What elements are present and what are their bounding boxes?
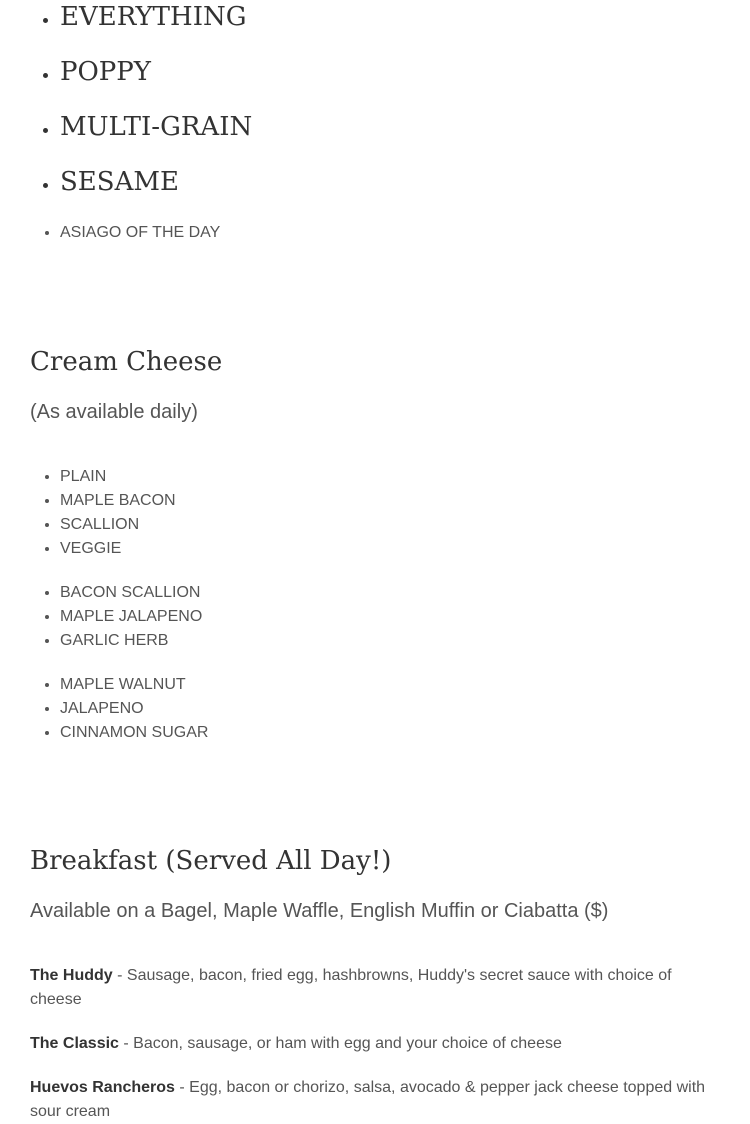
menu-item-name: The Huddy (30, 967, 113, 984)
cream-cheese-list-1 (0, 465, 750, 561)
list-item: • VEGGIE (60, 537, 750, 561)
list-item: • BACON SCALLION (60, 581, 750, 605)
breakfast-heading: Breakfast (Served All Day!) (30, 846, 392, 876)
list-item: • MAPLE WALNUT (60, 673, 750, 697)
list-item: • PLAIN (60, 465, 750, 489)
list-item: • SCALLION (60, 513, 750, 537)
menu-item-huddy (0, 964, 750, 1012)
list-item: • GARLIC HERB (60, 629, 750, 653)
menu-item-description: - Egg, bacon or chorizo, salsa, avocado & pepper jack cheese topped with sour cream (30, 1079, 706, 1120)
list-item: • JALAPENO (60, 697, 750, 721)
bagel-flavor-list (0, 2, 750, 198)
menu-item-name: The Classic (30, 1035, 119, 1052)
menu-item-description: - Bacon, sausage, or ham with egg and your choice of cheese (118, 1035, 562, 1052)
list-item: • MAPLE JALAPENO (60, 605, 750, 629)
cream-cheese-list-2 (0, 581, 750, 653)
menu-item-description: - Sausage, bacon, fried egg, hashbrowns, Huddy's secret sauce with choice of cheese (30, 967, 672, 1008)
cream-cheese-subtitle: (As available daily) (30, 401, 198, 423)
list-item: • MAPLE BACON (60, 489, 750, 513)
breakfast-subtitle: Available on a Bagel, Maple Waffle, English Muffin or Ciabatta ($) (30, 900, 609, 922)
list-item: • EVERYTHING (60, 2, 750, 33)
list-item: • POPPY (60, 57, 750, 88)
menu-item-classic (0, 1032, 750, 1056)
list-item: • SESAME (60, 167, 750, 198)
cream-cheese-list-3 (0, 673, 750, 745)
menu-item-name: Huevos Rancheros (30, 1079, 175, 1096)
cream-cheese-heading: Cream Cheese (30, 347, 223, 377)
list-item: • CINNAMON SUGAR (60, 721, 750, 745)
bagel-special-list (0, 221, 750, 245)
list-item: • ASIAGO OF THE DAY (60, 221, 750, 245)
list-item: • MULTI-GRAIN (60, 112, 750, 143)
menu-item-huevos-rancheros (0, 1076, 750, 1124)
